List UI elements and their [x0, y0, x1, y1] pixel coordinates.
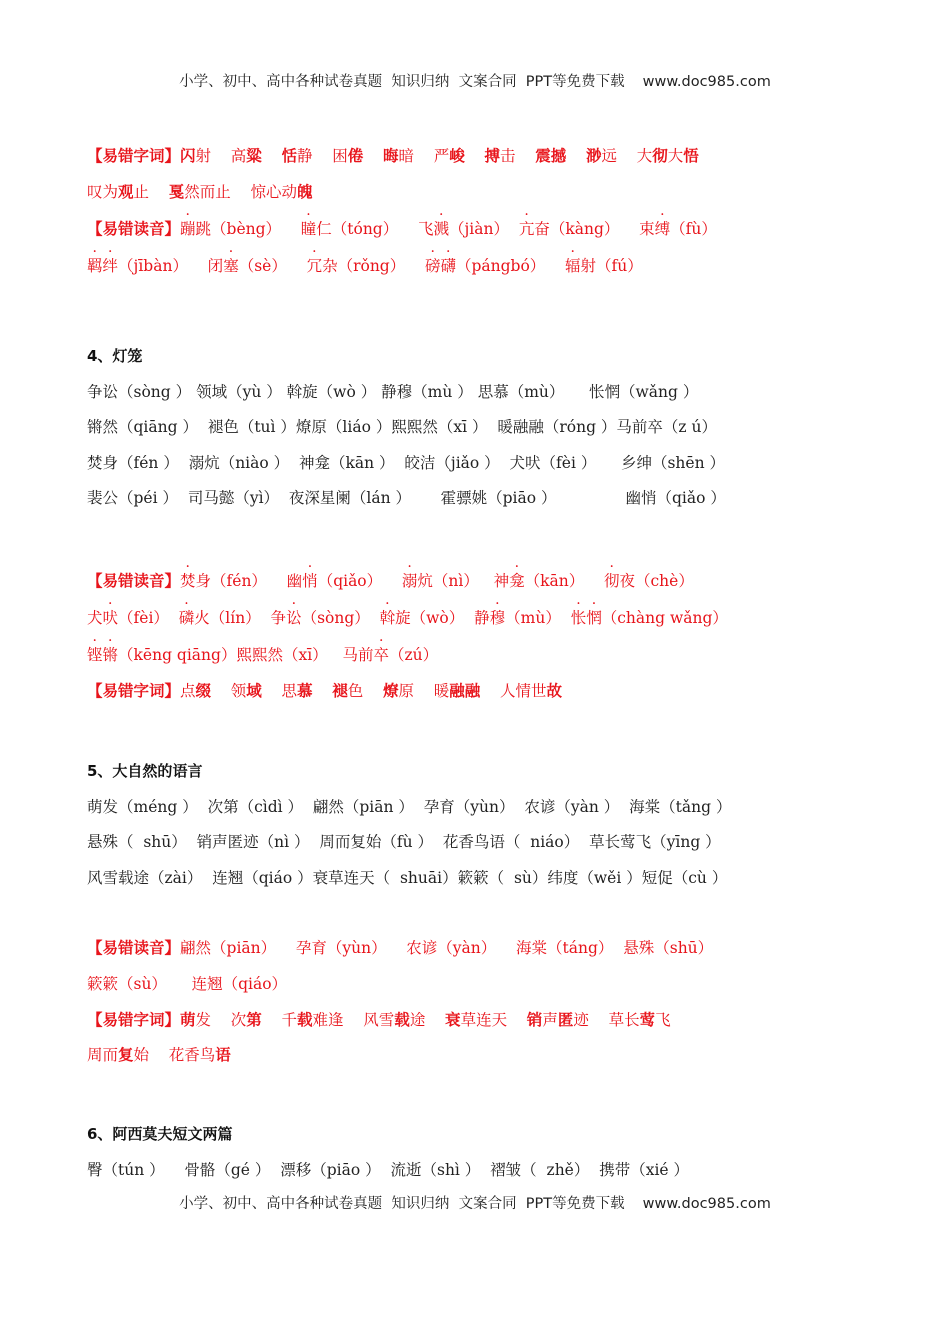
w: 彻 — [652, 146, 668, 165]
w: 峻 — [449, 146, 465, 165]
w: 声 — [542, 1011, 558, 1029]
w: 熙熙然（xī） — [236, 646, 328, 664]
w: 火（lín） — [194, 609, 261, 627]
w: 晦 — [383, 146, 399, 165]
w: 恬 — [281, 146, 298, 165]
w: 束 — [639, 220, 655, 238]
w: 马前 — [342, 646, 374, 664]
s4-title: 4、灯笼 — [87, 347, 143, 365]
w: 载 — [394, 1010, 410, 1029]
w: 匿 — [557, 1010, 574, 1029]
s3-words-line1 — [87, 146, 910, 166]
w: 粱 — [246, 146, 262, 165]
w: 亢 — [518, 220, 535, 238]
w: 故 — [546, 681, 563, 700]
w: 困 — [332, 147, 348, 165]
w: 犬 — [87, 609, 103, 627]
w: 龛 — [509, 572, 525, 590]
w: 观 — [118, 182, 134, 201]
w: （mù） — [505, 609, 561, 627]
w: 骨骼（gé ） — [184, 1161, 271, 1179]
w: 萌发（méng ） — [87, 798, 198, 816]
w: 魄 — [297, 182, 313, 201]
s5-reading-line1 — [87, 938, 910, 958]
w: 羁 — [87, 257, 103, 275]
w: 暖 — [433, 682, 450, 700]
w: 渺 — [586, 146, 602, 165]
w: 炕（nì） — [417, 572, 479, 590]
w: 熙熙然（xī ） — [391, 418, 488, 436]
w: 衰 — [445, 1010, 461, 1029]
w: 衰草连天（ shuāi） — [312, 869, 458, 887]
w: 海棠（táng） — [516, 939, 614, 957]
w: 缀 — [195, 681, 212, 700]
s4-reading-line2 — [87, 608, 910, 628]
w: 溺炕（niào ） — [188, 454, 290, 472]
w: 燎原（liáo ） — [295, 418, 392, 436]
w: 草长 — [608, 1011, 640, 1029]
w: 点 — [180, 682, 196, 700]
w: 次第（cìdì ） — [207, 798, 304, 816]
w: 融融 — [449, 681, 481, 700]
footer-url: www.doc985.com — [642, 1196, 771, 1212]
w: 冗 — [306, 257, 323, 275]
s5-line3 — [87, 868, 910, 888]
s5-line2 — [87, 832, 910, 852]
w: 惊心动 — [250, 183, 298, 201]
w: 搏 — [484, 146, 501, 165]
w: 大 — [636, 147, 653, 165]
w: 倦 — [347, 146, 364, 165]
w: 戛 — [168, 182, 185, 201]
label: 【易错读音】 — [87, 571, 181, 590]
w: 飞 — [655, 1011, 671, 1029]
w: 领 — [230, 682, 247, 700]
w: 载 — [297, 1010, 313, 1029]
s3-reading-line1 — [87, 219, 910, 239]
s4-line1 — [87, 382, 910, 402]
w: （chàng wǎng） — [601, 609, 728, 627]
w: 塞 — [223, 257, 239, 275]
header-text: 小学、初中、高中各种试卷真题 知识归纳 文案合同 PPT等免费下载 — [179, 74, 625, 90]
w: 跳（bèng） — [195, 220, 282, 238]
w: 磅 — [424, 257, 441, 275]
w: 悬殊（shū） — [623, 939, 714, 957]
w: 周而 — [87, 1046, 119, 1064]
w: 农谚（yàn ） — [524, 798, 620, 816]
w: 严 — [433, 147, 450, 165]
w: 第 — [246, 1010, 262, 1029]
w: 闪 — [180, 146, 196, 165]
w: 悄 — [302, 572, 318, 590]
w: 奋（kàng） — [534, 220, 620, 238]
w: 铿 — [87, 646, 103, 664]
w: 草连天 — [460, 1011, 508, 1029]
w: 斡旋（wò ） — [286, 383, 377, 401]
w: 怅 — [570, 609, 587, 627]
w: 彻 — [603, 572, 620, 590]
w: 孕育（yùn） — [423, 798, 515, 816]
w: 争讼（sòng ） — [87, 383, 192, 401]
w: 褪色（tuì ） — [207, 418, 296, 436]
w: 霍骠姚（piāo ） — [440, 489, 557, 507]
w: 大 — [667, 147, 684, 165]
w: 震撼 — [535, 146, 567, 165]
w: 迹 — [573, 1011, 589, 1029]
w: 纬度（wěi ） — [547, 869, 642, 887]
w: 裴公（péi ） — [87, 489, 178, 507]
w: 讼 — [286, 609, 302, 627]
s4-line2 — [87, 417, 910, 437]
w: 旋（wò） — [395, 609, 465, 627]
w: 锵然（qiāng ） — [87, 418, 198, 436]
w: 色 — [347, 682, 364, 700]
w: 短促（cù ） — [641, 869, 728, 887]
w: 原 — [398, 682, 415, 700]
s4-words-line — [87, 681, 910, 701]
w: 销声匿迹（nì ） — [196, 833, 310, 851]
w: 争 — [270, 609, 287, 627]
w: 静穆（mù ） — [381, 383, 473, 401]
w: 领域（yù ） — [196, 383, 282, 401]
w: 夜（chè） — [619, 572, 694, 590]
s5-words-line2 — [87, 1045, 910, 1065]
w: 礴 — [440, 257, 456, 275]
w: 溺 — [401, 572, 418, 590]
w: 流逝（shì ） — [390, 1161, 481, 1179]
w: 司马懿（yì） — [187, 489, 280, 507]
w: 海棠（tǎng ） — [629, 798, 732, 816]
w: 思慕（mù） — [477, 383, 565, 401]
w: 射 — [195, 147, 212, 165]
w: 惘 — [586, 609, 602, 627]
w: 花香鸟 — [168, 1046, 216, 1064]
w: 夜深星阑（lán ） — [288, 489, 412, 507]
w: 穆 — [489, 609, 506, 627]
w: 域 — [246, 681, 262, 700]
label: 【易错字词】 — [87, 1010, 181, 1029]
w: 乡绅（shēn ） — [620, 454, 725, 472]
w: 簌簌（sù） — [87, 975, 167, 993]
w: 暖融融（róng ） — [497, 418, 617, 436]
w: 远 — [601, 147, 618, 165]
label: 【易错字词】 — [87, 681, 181, 700]
s3-words-line2 — [87, 182, 910, 202]
w: 携带（xié ） — [599, 1161, 690, 1179]
w: 卒 — [373, 646, 389, 664]
s3-reading-line2 — [87, 256, 910, 276]
w: 飞 — [417, 220, 434, 238]
w: 连翘（qiáo） — [191, 975, 288, 993]
w: （qiǎo） — [317, 572, 383, 590]
w: 风雪 — [363, 1011, 395, 1029]
w: 叹为 — [87, 183, 119, 201]
w: 溅 — [433, 220, 449, 238]
w: （pángbó） — [455, 257, 546, 275]
w: 高 — [230, 147, 247, 165]
w: 绊 — [102, 257, 119, 275]
s5-words-line1 — [87, 1010, 910, 1030]
s5-line1 — [87, 797, 910, 817]
w: 神龛（kān ） — [299, 454, 395, 472]
w: 周而复始（fù ） — [319, 833, 434, 851]
w: 然而止 — [184, 183, 231, 201]
s4-line4 — [87, 488, 910, 508]
w: 簌簌（ sù） — [457, 869, 548, 887]
page-header — [0, 70, 950, 91]
s5-title: 5、大自然的语言 — [87, 762, 203, 780]
w: 闭 — [207, 257, 224, 275]
w: 焚身（fén ） — [87, 454, 179, 472]
w: 复 — [118, 1045, 134, 1064]
w: 始 — [133, 1046, 150, 1064]
w: 萌 — [180, 1010, 196, 1029]
w: 孕育（yùn） — [295, 939, 387, 957]
w: 杂（rǒng） — [322, 257, 406, 275]
w: 莺 — [639, 1010, 656, 1029]
w: 草长莺飞（yīng ） — [589, 833, 721, 851]
w: 翩然（piān） — [180, 939, 277, 957]
w: （sè） — [238, 257, 287, 275]
w: 神 — [493, 572, 510, 590]
w: 斡 — [379, 609, 396, 627]
w: 翩然（piān ） — [312, 798, 414, 816]
page-footer — [0, 1192, 950, 1213]
w: （kēng qiāng） — [118, 646, 237, 664]
w: 仁（tóng） — [316, 220, 399, 238]
w: 身（fén） — [195, 572, 267, 590]
w: 途 — [409, 1011, 426, 1029]
w: （zú） — [388, 646, 439, 664]
w: 锵 — [102, 646, 119, 664]
w: 辐 — [565, 257, 581, 275]
w: （fù） — [670, 220, 717, 238]
w: 磷 — [178, 609, 195, 627]
w: 风雪载途（zài） — [87, 869, 203, 887]
w: （fèi） — [118, 609, 169, 627]
w: 静 — [474, 609, 490, 627]
s5-reading-line2 — [87, 974, 910, 994]
s4-line3 — [87, 453, 910, 473]
w: 褶皱（ zhě） — [490, 1161, 590, 1179]
w: 吠 — [102, 609, 119, 627]
w: 次 — [230, 1011, 247, 1029]
w: 发 — [195, 1011, 212, 1029]
label: 【易错字词】 — [87, 146, 181, 165]
s6-line1 — [87, 1160, 910, 1180]
w: 射（fú） — [580, 257, 643, 275]
w: 击 — [500, 147, 516, 165]
s6-title: 6、阿西莫夫短文两篇 — [87, 1125, 233, 1143]
w: 幽 — [286, 572, 303, 590]
w: 静 — [297, 147, 313, 165]
w: 缚 — [654, 220, 671, 238]
w: 销 — [526, 1010, 543, 1029]
w: 漂移（piāo ） — [280, 1161, 381, 1179]
w: 人情世 — [500, 682, 547, 700]
w: 慕 — [297, 681, 313, 700]
w: 悬殊（ shū） — [87, 833, 187, 851]
w: 暗 — [398, 147, 415, 165]
label: 【易错读音】 — [87, 219, 181, 238]
w: 马前卒（z ú） — [616, 418, 717, 436]
w: 农谚（yàn） — [406, 939, 497, 957]
w: 燎 — [383, 681, 399, 700]
w: 褪 — [332, 681, 348, 700]
header-url: www.doc985.com — [642, 74, 771, 90]
s4-reading-line3 — [87, 645, 910, 665]
w: 焚 — [180, 572, 196, 590]
w: （jībàn） — [118, 257, 188, 275]
w: 花香鸟语（ niáo） — [442, 833, 580, 851]
w: 连翘（qiáo ） — [212, 869, 313, 887]
w: 难逢 — [312, 1011, 344, 1029]
w: 幽悄（qiǎo ） — [625, 489, 726, 507]
w: 蹦 — [180, 220, 196, 238]
w: 臀（tún ） — [87, 1161, 165, 1179]
w: 语 — [215, 1045, 231, 1064]
w: 皎洁（jiǎo ） — [404, 454, 500, 472]
w: （sòng） — [301, 609, 370, 627]
w: 犬吠（fèi ） — [509, 454, 597, 472]
s4-reading-line1 — [87, 571, 910, 591]
w: 止 — [133, 183, 150, 201]
w: （kān） — [524, 572, 585, 590]
w: 悟 — [683, 146, 699, 165]
w: （jiàn） — [448, 220, 509, 238]
w: 思 — [281, 682, 298, 700]
label: 【易错读音】 — [87, 938, 181, 957]
footer-text: 小学、初中、高中各种试卷真题 知识归纳 文案合同 PPT等免费下载 — [179, 1196, 625, 1212]
w: 千 — [281, 1011, 298, 1029]
w: 怅惘（wǎng ） — [589, 383, 699, 401]
w: 瞳 — [300, 220, 317, 238]
